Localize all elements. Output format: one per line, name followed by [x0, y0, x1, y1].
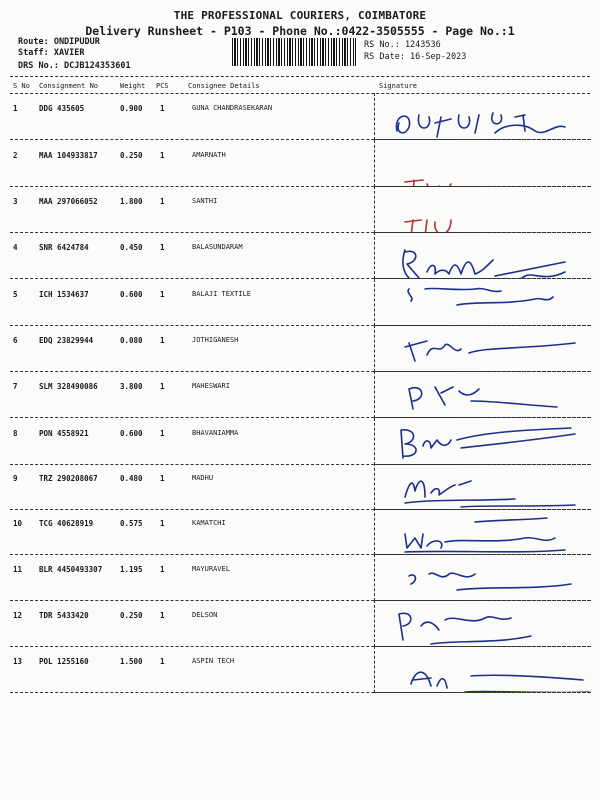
- signature-stroke: [408, 289, 412, 301]
- pieces-count: 1: [160, 519, 165, 528]
- signature-box: [374, 554, 591, 601]
- handwritten-signature: [375, 186, 591, 232]
- staff-label: Staff: XAVIER: [18, 48, 85, 58]
- signature-stroke: [403, 250, 419, 278]
- weight-value: 0.450: [120, 243, 143, 252]
- weight-value: 1.195: [120, 565, 143, 574]
- signature-stroke: [427, 260, 493, 274]
- signature-stroke: [435, 220, 451, 232]
- drs-number: DRS No.: DCJB124353601: [18, 61, 131, 71]
- col-header-weight: Weight: [120, 82, 146, 90]
- handwritten-signature: [375, 554, 591, 600]
- consignment-number: SLM 328490086: [39, 382, 98, 391]
- table-row: [0, 646, 600, 692]
- row-serial-number: 1: [13, 104, 18, 113]
- weight-value: 0.250: [120, 151, 143, 160]
- consignment-number: BLR 4450493307: [39, 565, 103, 574]
- signature-box: [374, 418, 591, 465]
- handwritten-signature: [375, 508, 591, 554]
- table-row: [0, 600, 600, 646]
- handwritten-signature: [375, 325, 591, 371]
- signature-box: [374, 93, 591, 140]
- weight-value: 0.080: [120, 336, 143, 345]
- row-serial-number: 11: [13, 565, 23, 574]
- handwritten-signature: [375, 600, 591, 646]
- weight-value: 1.500: [120, 657, 143, 666]
- signature-stroke: [471, 675, 583, 680]
- signature-stroke: [457, 297, 553, 305]
- handwritten-signature: [375, 418, 591, 464]
- consignee-name: KAMATCHI: [192, 519, 226, 527]
- table-row: [0, 418, 600, 464]
- table-row: [0, 186, 600, 232]
- signature-box: [374, 186, 591, 233]
- consignment-number: MAA 297066052: [39, 197, 98, 206]
- row-serial-number: 9: [13, 474, 18, 483]
- signature-stroke: [427, 541, 442, 548]
- signature-stroke: [459, 481, 471, 485]
- col-header-pcs: PCS: [156, 82, 169, 90]
- company-title: THE PROFESSIONAL COURIERS, COIMBATORE: [173, 9, 427, 22]
- signature-stroke: [475, 518, 547, 522]
- signature-box: [374, 600, 591, 647]
- signature-box: [374, 325, 591, 372]
- consignment-number: ICH 1534637: [39, 290, 89, 299]
- signature-box: [374, 279, 591, 326]
- pieces-count: 1: [160, 657, 165, 666]
- consignee-name: JOTHIGANESH: [192, 336, 239, 344]
- rs-number: RS No.: 1243536: [364, 40, 441, 50]
- signature-stroke: [423, 440, 451, 448]
- consignee-name: SANTHI: [192, 197, 218, 205]
- pieces-count: 1: [160, 565, 165, 574]
- signature-stroke: [445, 538, 555, 542]
- signature-stroke: [431, 636, 531, 644]
- consignee-name: MAHESWARI: [192, 382, 230, 390]
- consignee-name: BALASUNDARAM: [192, 243, 243, 251]
- signature-stroke: [405, 481, 425, 497]
- handwritten-signature: [375, 140, 591, 186]
- handwritten-signature: [375, 93, 591, 139]
- consignment-number: DDG 435605: [39, 104, 85, 113]
- pieces-count: 1: [160, 243, 165, 252]
- col-header-consignee: Consignee Details: [188, 82, 260, 90]
- signature-stroke: [427, 344, 461, 355]
- pieces-count: 1: [160, 151, 165, 160]
- pieces-count: 1: [160, 336, 165, 345]
- table-row: [0, 140, 600, 186]
- consignment-number: PON 4558921: [39, 429, 89, 438]
- consignee-name: GUNA CHANDRASEKARAN: [192, 104, 273, 112]
- signature-stroke: [435, 117, 451, 137]
- consignee-name: ASPIN TECH: [192, 657, 235, 665]
- table-row: [0, 463, 600, 509]
- consignee-name: MADHU: [192, 474, 214, 482]
- signature-stroke: [425, 220, 427, 232]
- signature-stroke: [461, 505, 575, 507]
- signature-stroke: [418, 115, 429, 128]
- signature-box: [374, 646, 591, 693]
- pieces-count: 1: [160, 429, 165, 438]
- consignee-name: BALAJI TEXTILE: [192, 290, 252, 298]
- weight-value: 0.480: [120, 474, 143, 483]
- signature-stroke: [409, 388, 422, 409]
- signature-box: [374, 232, 591, 279]
- col-header-sno: S No: [13, 82, 30, 90]
- consignment-number: MAA 104933817: [39, 151, 98, 160]
- row-serial-number: 13: [13, 657, 23, 666]
- row-serial-number: 12: [13, 611, 23, 620]
- weight-value: 3.800: [120, 382, 143, 391]
- weight-value: 0.600: [120, 429, 143, 438]
- signature-box: [374, 140, 591, 187]
- consignee-name: MAYURAVEL: [192, 565, 230, 573]
- signature-stroke: [421, 622, 439, 630]
- weight-value: 0.575: [120, 519, 143, 528]
- signature-stroke: [492, 113, 525, 131]
- header-top-rule: [10, 76, 590, 77]
- row-serial-number: 7: [13, 382, 18, 391]
- signature-stroke: [399, 613, 411, 640]
- weight-value: 0.250: [120, 611, 143, 620]
- signature-stroke: [475, 115, 479, 133]
- signature-stroke: [405, 499, 515, 503]
- route-label: Route: ONDIPUDUR: [18, 37, 100, 47]
- col-header-signature: Signature: [379, 82, 417, 90]
- signature-stroke: [465, 691, 589, 692]
- table-row: [0, 554, 600, 600]
- consignee-name: DELSON: [192, 611, 218, 619]
- signature-stroke: [411, 672, 431, 686]
- table-row: [0, 371, 600, 417]
- row-serial-number: 2: [13, 151, 18, 160]
- consignment-number: TDR 5433420: [39, 611, 89, 620]
- pieces-count: 1: [160, 474, 165, 483]
- signature-stroke: [396, 116, 409, 133]
- signature-stroke: [458, 115, 469, 128]
- weight-value: 0.900: [120, 104, 143, 113]
- signature-box: [374, 508, 591, 555]
- signature-stroke: [457, 584, 571, 590]
- signature-stroke: [429, 573, 475, 577]
- weight-value: 0.600: [120, 290, 143, 299]
- table-row: [0, 508, 600, 554]
- signature-stroke: [495, 262, 565, 276]
- consignee-name: BHAVANIAMMA: [192, 429, 239, 437]
- signature-stroke: [431, 485, 455, 495]
- row-serial-number: 3: [13, 197, 18, 206]
- runsheet-title: Delivery Runsheet - P103 - Phone No.:0422-3505555 - Page No.:1: [85, 24, 515, 38]
- signature-stroke: [435, 387, 479, 405]
- weight-value: 1.800: [120, 197, 143, 206]
- consignee-name: AMARNATH: [192, 151, 226, 159]
- handwritten-signature: [375, 279, 591, 325]
- handwritten-signature: [375, 232, 591, 278]
- consignment-number: EDQ 23829944: [39, 336, 94, 345]
- signature-stroke: [445, 617, 511, 621]
- pieces-count: 1: [160, 290, 165, 299]
- signature-stroke: [401, 430, 416, 458]
- consignment-number: TCG 40628919: [39, 519, 94, 528]
- consignment-number: SNR 6424784: [39, 243, 89, 252]
- signature-stroke: [405, 534, 423, 548]
- pieces-count: 1: [160, 382, 165, 391]
- signature-box: [374, 371, 591, 418]
- row-serial-number: 10: [13, 519, 23, 528]
- consignment-number: POL 1255160: [39, 657, 89, 666]
- pieces-count: 1: [160, 104, 165, 113]
- signature-stroke: [409, 575, 415, 584]
- row-serial-number: 5: [13, 290, 18, 299]
- signature-stroke: [471, 401, 557, 407]
- handwritten-signature: [375, 371, 591, 417]
- pieces-count: 1: [160, 197, 165, 206]
- handwritten-signature: [375, 646, 591, 692]
- signature-stroke: [457, 428, 571, 440]
- barcode: [232, 38, 356, 66]
- handwritten-signature: [375, 463, 591, 509]
- signature-stroke: [405, 341, 427, 361]
- table-row: [0, 93, 600, 139]
- signature-stroke: [405, 220, 421, 232]
- table-row: [0, 232, 600, 278]
- row-serial-number: 4: [13, 243, 18, 252]
- signature-box: [374, 463, 591, 510]
- consignment-number: TRZ 290208067: [39, 474, 98, 483]
- rs-date: RS Date: 16-Sep-2023: [364, 52, 467, 62]
- pieces-count: 1: [160, 611, 165, 620]
- signature-stroke: [437, 679, 447, 688]
- signature-stroke: [405, 550, 565, 552]
- signature-stroke: [425, 288, 501, 291]
- table-row: [0, 325, 600, 371]
- signature-stroke: [495, 125, 565, 133]
- row-serial-number: 8: [13, 429, 18, 438]
- col-header-consignment: Consignment No: [39, 82, 99, 90]
- table-row: [0, 279, 600, 325]
- signature-stroke: [469, 343, 575, 353]
- row-serial-number: 6: [13, 336, 18, 345]
